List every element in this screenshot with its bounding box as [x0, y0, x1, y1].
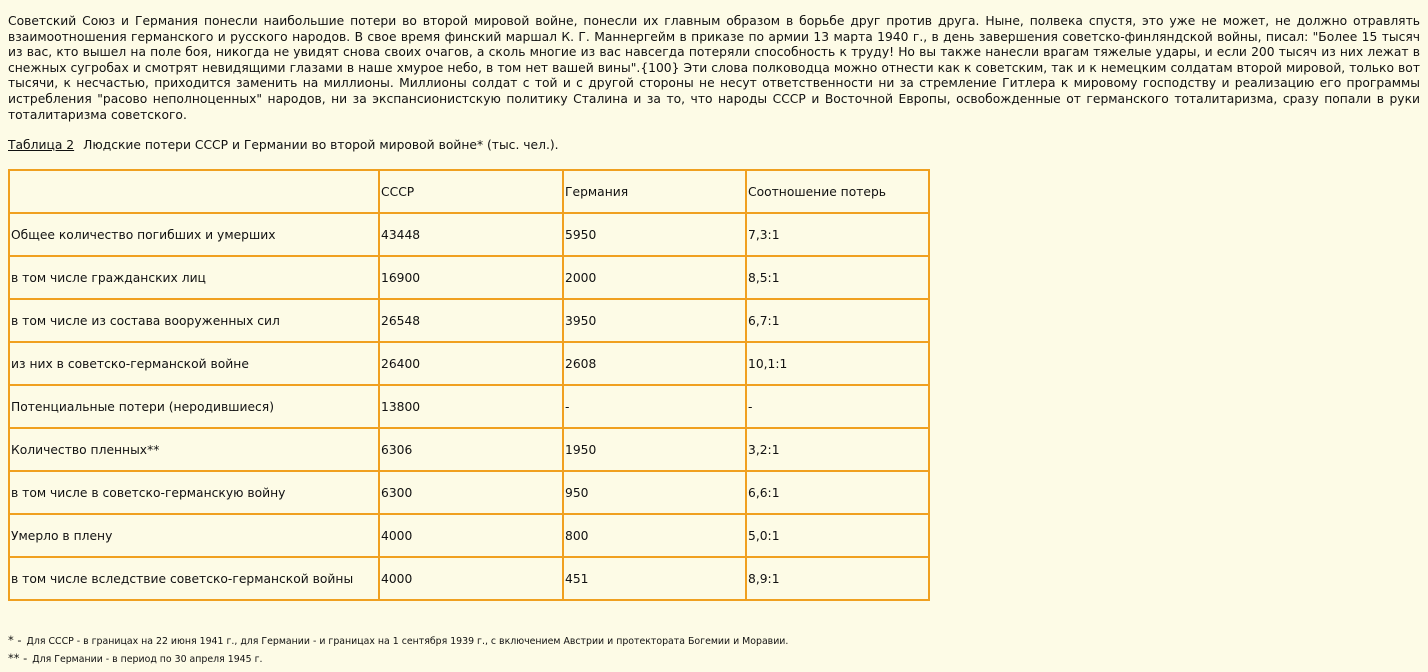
- row-label-cell: в том числе из состава вооруженных сил: [9, 299, 379, 342]
- row-label-cell: в том числе в советско-германскую войну: [9, 471, 379, 514]
- article-paragraph: Советский Союз и Германия понесли наибольшие потери во второй мировой войне, понесли их главным образом в борьбе друг против друга. Ныне, полвека спустя, это уже не может, не должно отравлять взаимоотношения германского и русского народов. В свое время финский маршал К. Г. Маннергейм в приказе по армии 13 марта 1940 г., в день завершения советско-финляндской войны, писал: "Более 15 тысяч из вас, кто вышел на поле боя, никогда не увидят снова своих очагов, а сколь многие из вас навсегда потеряли способность к труду! Но вы также нанесли врагам тяжелые удары, и если 200 тысяч из них лежат в снежных сугробах и смотрят невидящими глазами в наше хмурое небо, в том нет вашей вины".{100} Эти слова полководца можно отнести как к советским, так и к немецким солдатам второй мировой, только вот тысячи, к несчастью, приходится заменить на миллионы. Миллионы солдат с той и с другой стороны не несут ответственности ни за стремление Гитлера к мировому господству и реализацию его программы истребления "расово неполноценных" народов, ни за экспансионистскую политику Сталина и за то, что народы СССР и Восточной Европы, освобожденные от германского тоталитаризма, сразу попали в руки тоталитаризма советского.: [8, 14, 1420, 122]
- germany-value-cell: 451: [563, 557, 746, 600]
- footnote-1: [8, 632, 788, 650]
- table-header-row: [9, 170, 929, 213]
- ussr-value-cell: 26400: [379, 342, 563, 385]
- footnote-text: Для Германии - в период по 30 апреля 1945 г.: [32, 654, 263, 665]
- table-caption-label: Таблица 2: [8, 138, 75, 153]
- germany-value-cell: 3950: [563, 299, 746, 342]
- ussr-value-cell: 6306: [379, 428, 563, 471]
- table-row: [9, 385, 929, 428]
- footnote-text: Для СССР - в границах на 22 июня 1941 г., для Германии - и границах на 1 сентября 1939 г., с включением Австрии и протектората Богемии и Моравии.: [26, 636, 789, 647]
- ussr-value-cell: 26548: [379, 299, 563, 342]
- header-cell-ratio: Соотношение потерь: [746, 170, 929, 213]
- row-label-cell: Общее количество погибших и умерших: [9, 213, 379, 256]
- article-content: [8, 14, 1420, 153]
- ussr-value-cell: 13800: [379, 385, 563, 428]
- table-caption-text: Людские потери СССР и Германии во второй мировой войне* (тыс. чел.).: [83, 138, 559, 153]
- row-label-cell: Потенциальные потери (неродившиеся): [9, 385, 379, 428]
- header-cell-ussr: СССР: [379, 170, 563, 213]
- ratio-value-cell: 3,2:1: [746, 428, 929, 471]
- table-row: [9, 213, 929, 256]
- footnote-mark: ** -: [8, 651, 28, 665]
- row-label-cell: в том числе гражданских лиц: [9, 256, 379, 299]
- germany-value-cell: -: [563, 385, 746, 428]
- ratio-value-cell: 8,5:1: [746, 256, 929, 299]
- table-row: [9, 299, 929, 342]
- table-row: [9, 557, 929, 600]
- ussr-value-cell: 16900: [379, 256, 563, 299]
- footnote-2: [8, 650, 788, 668]
- row-label-cell: Количество пленных**: [9, 428, 379, 471]
- ussr-value-cell: 4000: [379, 557, 563, 600]
- header-cell-germany: Германия: [563, 170, 746, 213]
- ussr-value-cell: 4000: [379, 514, 563, 557]
- germany-value-cell: 2000: [563, 256, 746, 299]
- ussr-value-cell: 6300: [379, 471, 563, 514]
- germany-value-cell: 950: [563, 471, 746, 514]
- ratio-value-cell: 8,9:1: [746, 557, 929, 600]
- table-row: [9, 514, 929, 557]
- ratio-value-cell: 10,1:1: [746, 342, 929, 385]
- table-row: [9, 342, 929, 385]
- ussr-value-cell: 43448: [379, 213, 563, 256]
- ratio-value-cell: 7,3:1: [746, 213, 929, 256]
- germany-value-cell: 800: [563, 514, 746, 557]
- ratio-value-cell: 6,7:1: [746, 299, 929, 342]
- ratio-value-cell: 6,6:1: [746, 471, 929, 514]
- table-row: [9, 471, 929, 514]
- ratio-value-cell: 5,0:1: [746, 514, 929, 557]
- table-row: [9, 256, 929, 299]
- row-label-cell: Умерло в плену: [9, 514, 379, 557]
- losses-table: [8, 169, 930, 601]
- germany-value-cell: 1950: [563, 428, 746, 471]
- germany-value-cell: 5950: [563, 213, 746, 256]
- table-caption: [8, 137, 1420, 153]
- table-row: [9, 428, 929, 471]
- footnotes: [8, 632, 788, 668]
- germany-value-cell: 2608: [563, 342, 746, 385]
- row-label-cell: в том числе вследствие советско-германской войны: [9, 557, 379, 600]
- row-label-cell: из них в советско-германской войне: [9, 342, 379, 385]
- ratio-value-cell: -: [746, 385, 929, 428]
- footnote-mark: * -: [8, 633, 22, 647]
- header-cell: [9, 170, 379, 213]
